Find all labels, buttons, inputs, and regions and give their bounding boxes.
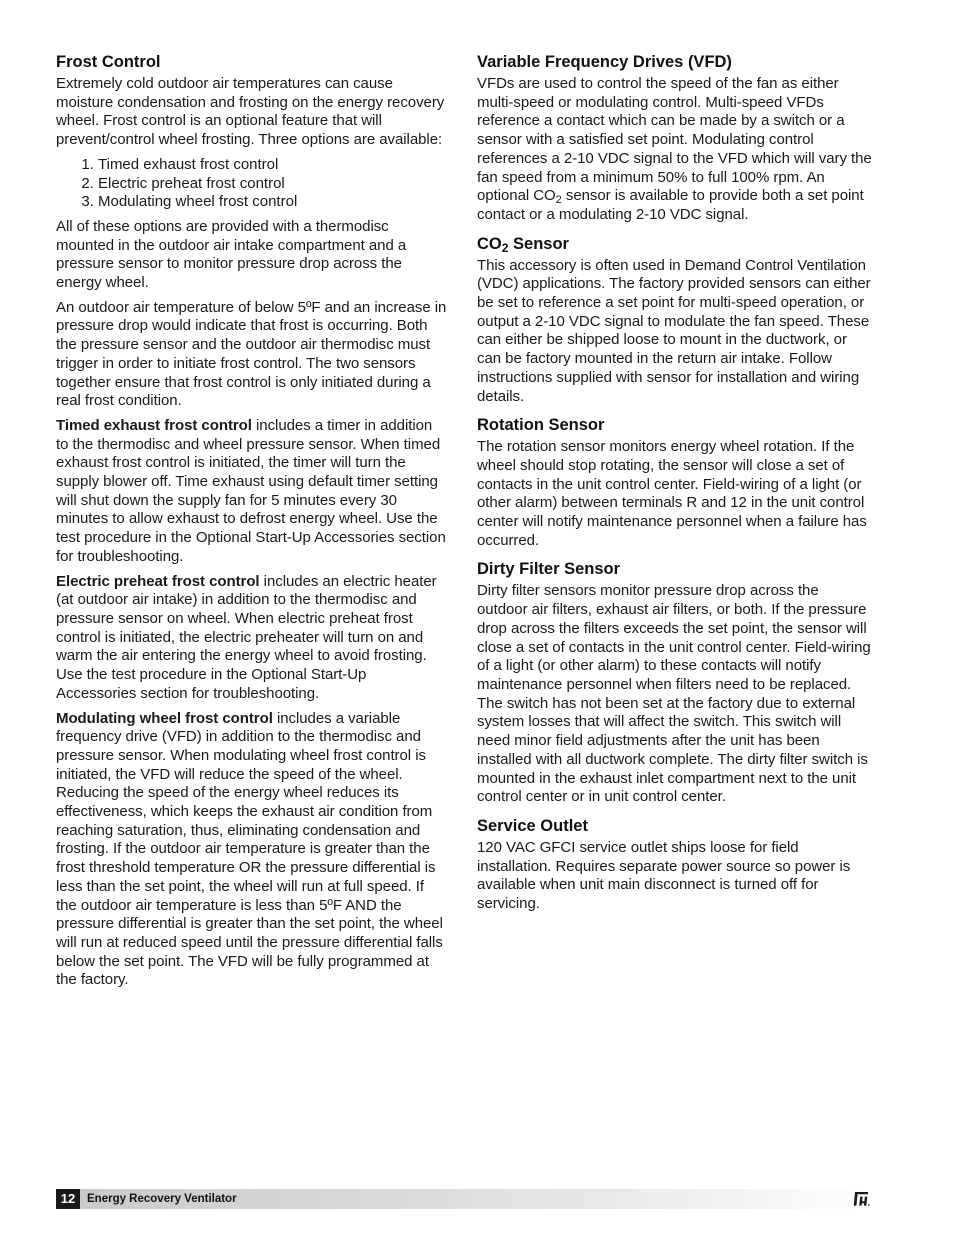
vfd-section [477, 52, 872, 225]
frost-option-item: 2. Electric preheat frost control [98, 175, 448, 194]
frost-option-item: 1. Timed exhaust frost control [98, 156, 448, 175]
dirty-filter-heading: Dirty Filter Sensor [477, 560, 621, 579]
vfd-heading: Variable Frequency Drives (VFD) [477, 53, 732, 71]
right-column [477, 52, 872, 923]
modulating-wheel-text: includes a variable frequency drive (VFD) in addition to the thermodisc and pressure sensor. When modulating wheel frost control is initiated, the VFD will reduce the speed of the wheel. Reducing the speed of the energy wheel reduces its effectiveness, which keeps the exhaust air condition from reaching saturation, thus, eliminating condensation and frosting. If the outdoor air temperature is greater than the frost threshold temperature OR the pressure differential is less than the set point, the wheel will run at full speed. If the outdoor air temperature is less than 5ºF AND the pressure differential is greater than the set point, the wheel will run at reduced speed until the pressure differential falls below the set point. The VFD will be fully programmed at the factory. [56, 709, 443, 989]
rotation-paragraph: The rotation sensor monitors energy wheel rotation. If the wheel should stop rotating, the sensor will close a set of contacts in the unit control center. Field-wiring of a light (or other alarm) between terminals R and 12 in the unit control center will notify maintenance personnel when a failure has occurred. [477, 438, 867, 549]
page-number: 12 [56, 1189, 80, 1209]
electric-preheat-paragraph [56, 573, 448, 704]
frost-trigger-paragraph: An outdoor air temperature of below 5ºF and an increase in pressure drop would indicate that frost is occurring. Both the pressure sensor and the outdoor air thermodisc must trigger in order to initiate frost control. The two sensors together ensure that frost control is only initiated during a real frost condition. [56, 298, 447, 410]
co2-paragraph: This accessory is often used in Demand Control Ventilation (VDC) applications. The factory provided sensors can either be set to reference a set point for multi-speed operation, or output a 2-10 VDC signal to modulate the fan speed. These can either be shipped loose to mount in the ductwork, or can be factory mounted in the return air intake. Follow instructions supplied with sensor for installation and wiring details. [477, 256, 871, 405]
frost-thermodisc-paragraph: All of these options are provided with a thermodisc mounted in the outdoor air intake compartment and a pressure sensor to monitor pressure drop across the energy wheel. [56, 217, 407, 292]
page-footer [56, 1189, 871, 1209]
frost-control-heading: Frost Control [56, 53, 161, 71]
frost-control-section [56, 52, 448, 990]
timed-exhaust-paragraph [56, 417, 448, 567]
co2-section [477, 234, 872, 407]
left-column [56, 52, 448, 999]
vfd-text-b: sensor is available to provide both a set point contact or a modulating 2-10 VDC signal. [477, 187, 864, 223]
co2-heading-sub: 2 [501, 240, 509, 255]
co2-heading-b: Sensor [508, 234, 569, 253]
electric-preheat-text: includes an electric heater (at outdoor air intake) in addition to the thermodisc and pressure sensor on wheel. When electric preheat frost control is initiated, the electric preheater will turn on and warm the air entering the energy wheel to avoid frosting. Use the test procedure in the Optional Start-Up Accessories section for troubleshooting. [56, 572, 437, 702]
rotation-heading: Rotation Sensor [477, 416, 605, 435]
co2-heading-a: CO [477, 234, 502, 253]
dirty-filter-section [477, 559, 872, 806]
vfd-paragraph [477, 75, 872, 225]
vfd-text-a: VFDs are used to control the speed of the fan as either multi-speed or modulating control. Multi-speed VFDs reference a contact which can be made by a switch or a sensor with a satisfied set point. Modulating control references a 2-10 VDC signal to the VFD which will vary the fan speed from a minimum 50% to full 100% rpm. An optional CO [477, 75, 872, 205]
service-outlet-heading: Service Outlet [477, 816, 588, 835]
frost-option-item: 3. Modulating wheel frost control [98, 193, 448, 212]
co2-heading [477, 234, 872, 254]
rotation-section [477, 415, 872, 550]
dirty-filter-paragraph: Dirty filter sensors monitor pressure drop across the outdoor air filters, exhaust air filters, or both. If the pressure drop across the filters exceeds the set point, the sensor will close a set of contacts in the unit control center. Field-wiring of a light (or other alarm) to these contacts will notify maintenance personnel when filters need to be replaced. The switch has not been set at the factory due to external system losses that will affect the switch. This switch will need minor field adjustments after the unit has been installed with all ductwork complete. The dirty filter switch is mounted in the exhaust inlet compartment next to the unit control center or in unit control center. [477, 582, 871, 806]
frost-options-list [56, 156, 448, 212]
electric-preheat-lead: Electric preheat frost control [56, 572, 260, 590]
timed-exhaust-lead: Timed exhaust frost control [56, 416, 252, 434]
service-outlet-section [477, 816, 872, 914]
timed-exhaust-text: includes a timer in addition to the thermodisc and wheel pressure sensor. When timed exhaust frost control is initiated, the timer will turn the supply blower off. Time exhaust using default timer setting will shut down the supply fan for 5 minutes every 30 minutes to allow exhaust to defrost energy wheel. Use the test procedure in the Optional Start-Up Accessories section for troubleshooting. [56, 416, 446, 565]
footer-title: Energy Recovery Ventilator [87, 1193, 237, 1205]
vfd-text-sub: 2 [555, 194, 562, 207]
frost-control-intro: Extremely cold outdoor air temperatures can cause moisture condensation and frosting on the energy recovery wheel. Frost control is an optional feature that will prevent/control wheel frosting. Three options are available: [56, 75, 445, 149]
modulating-wheel-paragraph [56, 710, 448, 991]
modulating-wheel-lead: Modulating wheel frost control [56, 709, 273, 727]
service-outlet-paragraph: 120 VAC GFCI service outlet ships loose for field installation. Requires separate power source so power is available when unit main disconnect is turned off for servicing. [477, 838, 851, 913]
greenheck-logo-icon [852, 1191, 870, 1207]
